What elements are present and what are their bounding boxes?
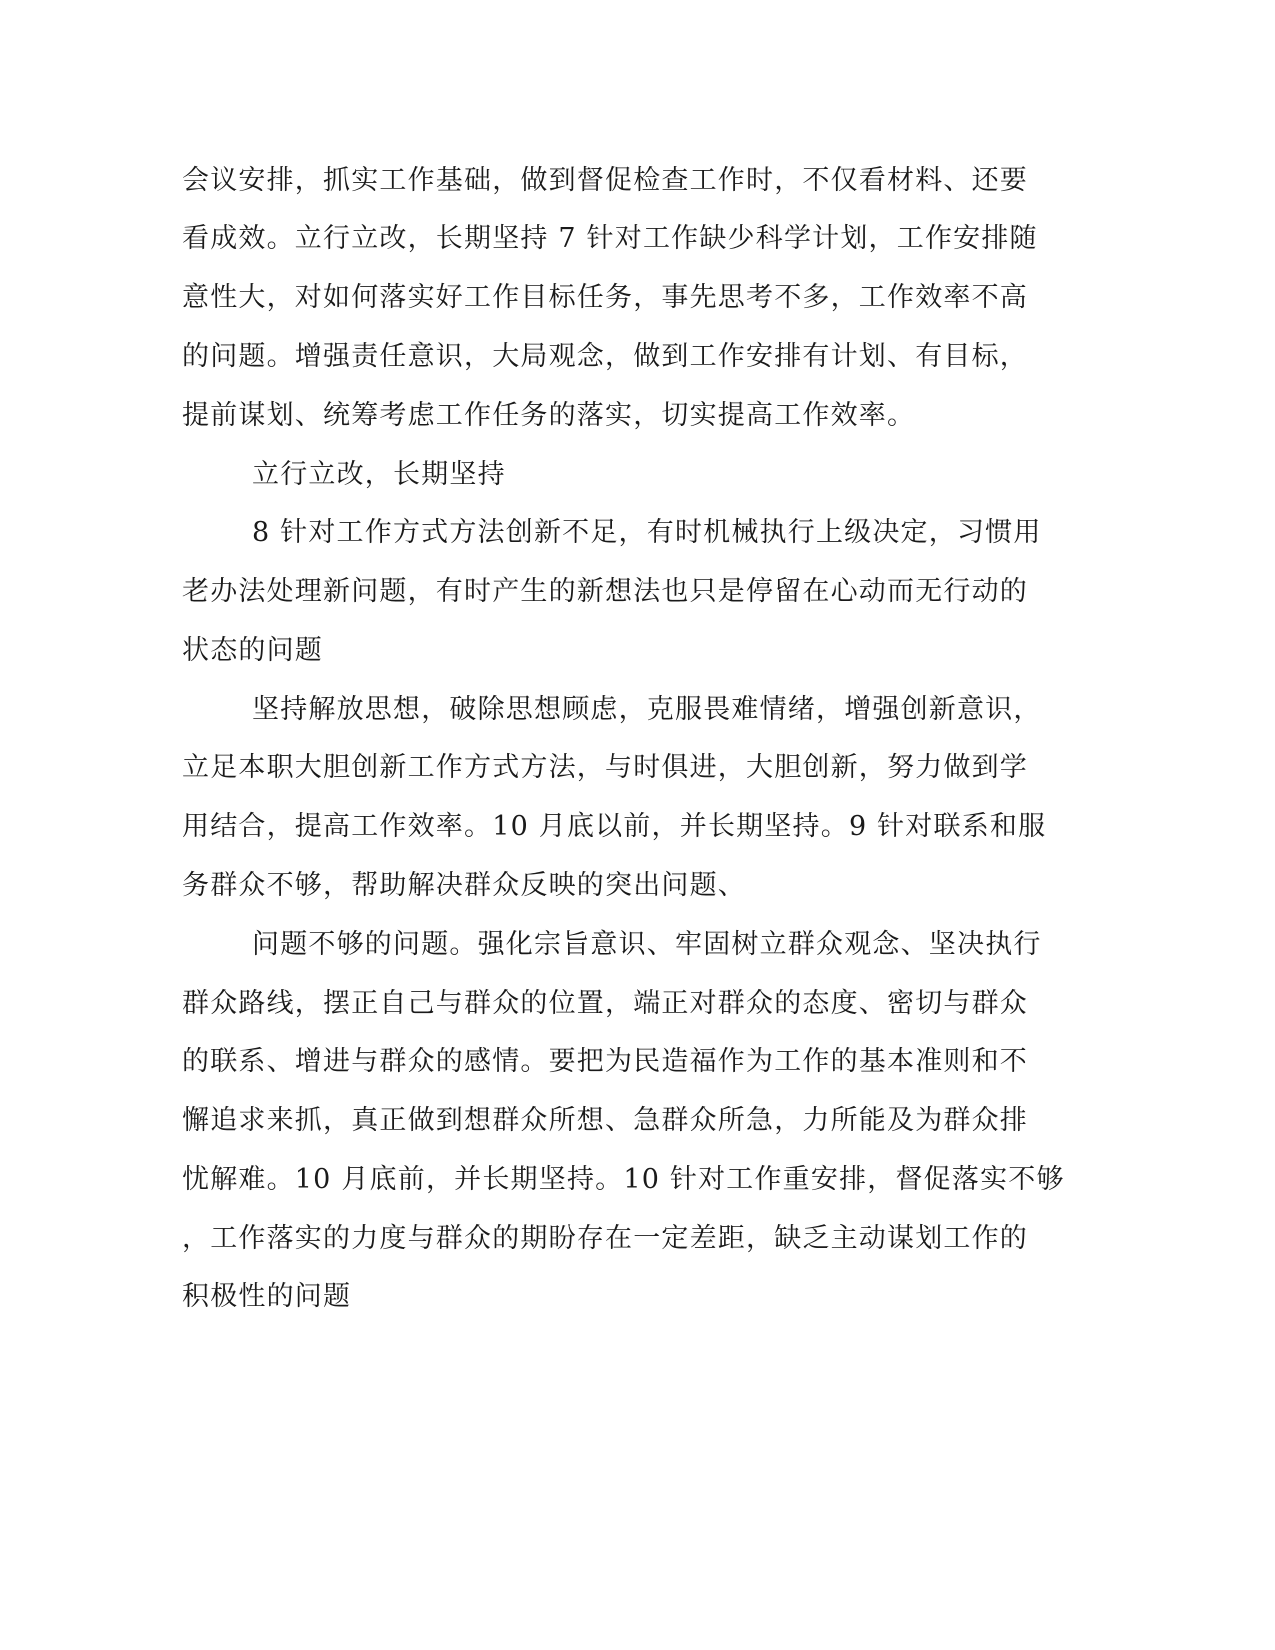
text-line: 立足本职大胆创新工作方式方法，与时俱进，大胆创新，努力做到学 — [182, 752, 1028, 783]
text-line: 提前谋划、统筹考虑工作任务的落实，切实提高工作效率。 — [182, 400, 916, 431]
text-line: 问题不够的问题。强化宗旨意识、牢固树立群众观念、坚决执行 — [252, 929, 1042, 960]
text-line: 会议安排，抓实工作基础，做到督促检查工作时，不仅看材料、还要 — [182, 165, 1028, 196]
text-line: 老办法处理新问题，有时产生的新想法也只是停留在心动而无行动的 — [182, 576, 1028, 607]
text-line: 的联系、增进与群众的感情。要把为民造福作为工作的基本准则和不 — [182, 1046, 1028, 1077]
text-line: 群众路线，摆正自己与群众的位置，端正对群众的态度、密切与群众 — [182, 988, 1028, 1019]
text-line: 懈追求来抓，真正做到想群众所想、急群众所急，力所能及为群众排 — [182, 1105, 1028, 1136]
text-line: 的问题。增强责任意识，大局观念，做到工作安排有计划、有目标， — [182, 341, 1028, 372]
text-line: 积极性的问题 — [182, 1281, 352, 1312]
text-line: 务群众不够，帮助解决群众反映的突出问题、 — [182, 870, 746, 901]
section-heading: 立行立改，长期坚持 — [252, 459, 506, 490]
text-line: 看成效。立行立改，长期坚持 7 针对工作缺少科学计划，工作安排随 — [182, 223, 1038, 254]
text-line: 坚持解放思想，破除思想顾虑，克服畏难情绪，增强创新意识， — [252, 694, 1042, 725]
text-line: 状态的问题 — [182, 635, 323, 666]
text-line: 忧解难。10 月底前，并长期坚持。10 针对工作重安排，督促落实不够 — [182, 1164, 1065, 1195]
text-line: 用结合，提高工作效率。10 月底以前，并长期坚持。9 针对联系和服 — [182, 811, 1047, 842]
text-line: 意性大，对如何落实好工作目标任务，事先思考不多，工作效率不高 — [182, 282, 1028, 313]
text-line: 8 针对工作方式方法创新不足，有时机械执行上级决定，习惯用 — [252, 517, 1042, 548]
text-line: ，工作落实的力度与群众的期盼存在一定差距，缺乏主动谋划工作的 — [182, 1223, 1028, 1254]
